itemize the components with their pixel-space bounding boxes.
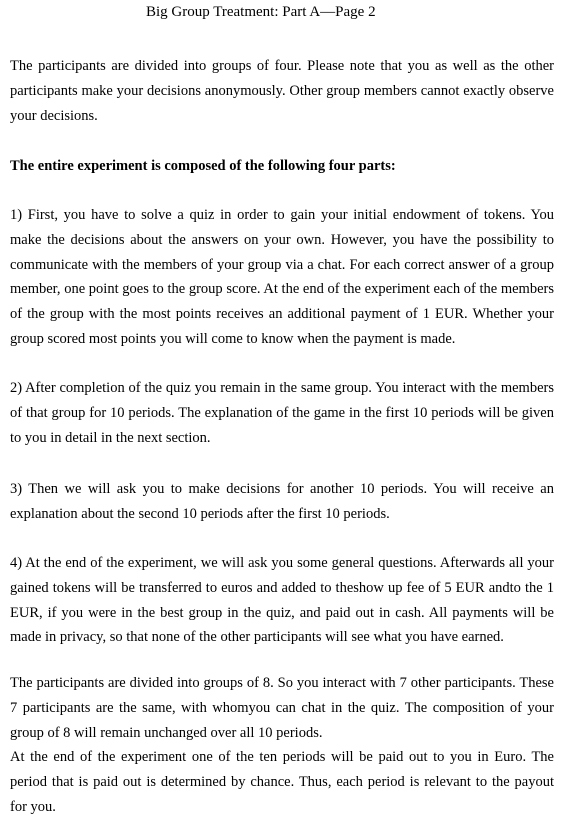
part-4-paragraph: 4) At the end of the experiment, we will ask you some general questions. Afterwards all your gained tokens will be transferred to euros and added to theshow up fee of 5 EUR andto the 1 EUR, if you were in the best group in the quiz, and paid out in cash. All payments will be made in privacy, so that none of the other participants will see what you have earned. [10,555,554,646]
groups-paragraph: The participants are divided into groups of 8. So you interact with 7 other participants. These 7 participants are the same, with whomyou can chat in the quiz. The composition of your group of 8 will remain unchanged over all 10 periods. [10,675,554,741]
part-2-paragraph: 2) After completion of the quiz you remain in the same group. You interact with the members of that group for 10 periods. The explanation of the game in the first 10 periods will be given to you in detail in the next section. [10,380,554,446]
page-title: Big Group Treatment: Part A—Page 2 [146,4,376,20]
payout-paragraph: At the end of the experiment one of the ten periods will be paid out to you in Euro. The period that is paid out is determined by chance. Thus, each period is relevant to the payout for you. [10,749,554,815]
part-3-paragraph: 3) Then we will ask you to make decisions for another 10 periods. You will receive an explanation about the second 10 periods after the first 10 periods. [10,481,554,522]
section-heading: The entire experiment is composed of the following four parts: [10,158,396,174]
part-1-paragraph: 1) First, you have to solve a quiz in order to gain your initial endowment of tokens. You make the decisions about the answers on your own. However, you have the possibility to communicate with the members of your group via a chat. For each correct answer of a group member, one point goes to the group score. At the end of the experiment each of the members of the group with the most points receives an additional payment of 1 EUR. Whether your group scored most points you will come to know when the payment is made. [10,207,554,347]
intro-paragraph: The participants are divided into groups of four. Please note that you as well as the other participants make your decisions anonymously. Other group members cannot exactly observe your decisions. [10,58,554,124]
